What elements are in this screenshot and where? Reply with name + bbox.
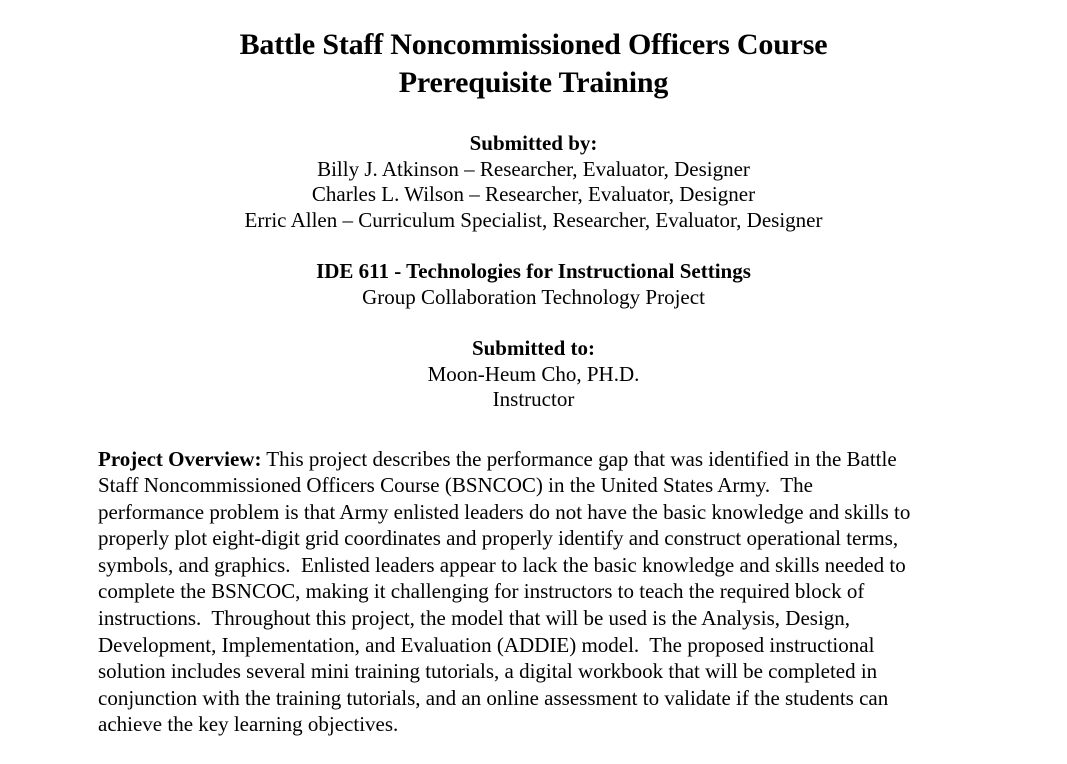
overview-line: complete the BSNCOC, making it challenging for instructors to teach the required block of — [98, 579, 865, 604]
overview-line: instructions. Throughout this project, the model that will be used is the Analysis, Design, — [98, 606, 851, 631]
overview-first-line-rest: This project describes the performance gap that was identified in the Battle — [261, 446, 897, 471]
project-overview-paragraph — [98, 446, 990, 739]
submitted-by-heading: Submitted by: — [469, 131, 598, 155]
overview-line: conjunction with the training tutorials, and an online assessment to validate if the students can — [98, 685, 889, 710]
overview-line: achieve the key learning objectives. — [98, 712, 399, 737]
overview-line: properly plot eight-digit grid coordinates and properly identify and construct operational terms, — [98, 526, 899, 551]
submitted-by-block — [0, 131, 1067, 233]
author-line: Erric Allen – Curriculum Specialist, Researcher, Evaluator, Designer — [244, 207, 823, 232]
overview-line: symbols, and graphics. Enlisted leaders appear to lack the basic knowledge and skills needed to — [98, 552, 906, 577]
project-name: Group Collaboration Technology Project — [362, 284, 705, 309]
course-info-block — [0, 259, 1067, 310]
overview-line — [98, 446, 990, 473]
overview-line: Staff Noncommissioned Officers Course (BSNCOC) in the United States Army. The — [98, 473, 813, 498]
author-line: Charles L. Wilson – Researcher, Evaluator, Designer — [311, 182, 756, 206]
overview-line: solution includes several mini training tutorials, a digital workbook that will be completed in — [98, 659, 878, 684]
page-title — [0, 0, 1067, 102]
page-title-line-2: Prerequisite Training — [398, 66, 669, 99]
project-overview-section — [0, 446, 1067, 739]
overview-line: performance problem is that Army enlisted leaders do not have the basic knowledge and skills to — [98, 499, 911, 524]
course-code-and-name: IDE 611 - Technologies for Instructional Settings — [316, 259, 751, 283]
instructor-role: Instructor — [492, 387, 575, 411]
submitted-to-heading: Submitted to: — [471, 336, 596, 360]
submitted-to-block — [0, 336, 1067, 413]
overview-lead-in: Project Overview: — [98, 446, 262, 471]
overview-line: Development, Implementation, and Evaluation (ADDIE) model. The proposed instructional — [98, 632, 875, 657]
page-title-line-1: Battle Staff Noncommissioned Officers Course — [239, 28, 828, 61]
author-line: Billy J. Atkinson – Researcher, Evaluator, Designer — [317, 156, 750, 181]
instructor-name: Moon-Heum Cho, PH.D. — [427, 361, 640, 386]
